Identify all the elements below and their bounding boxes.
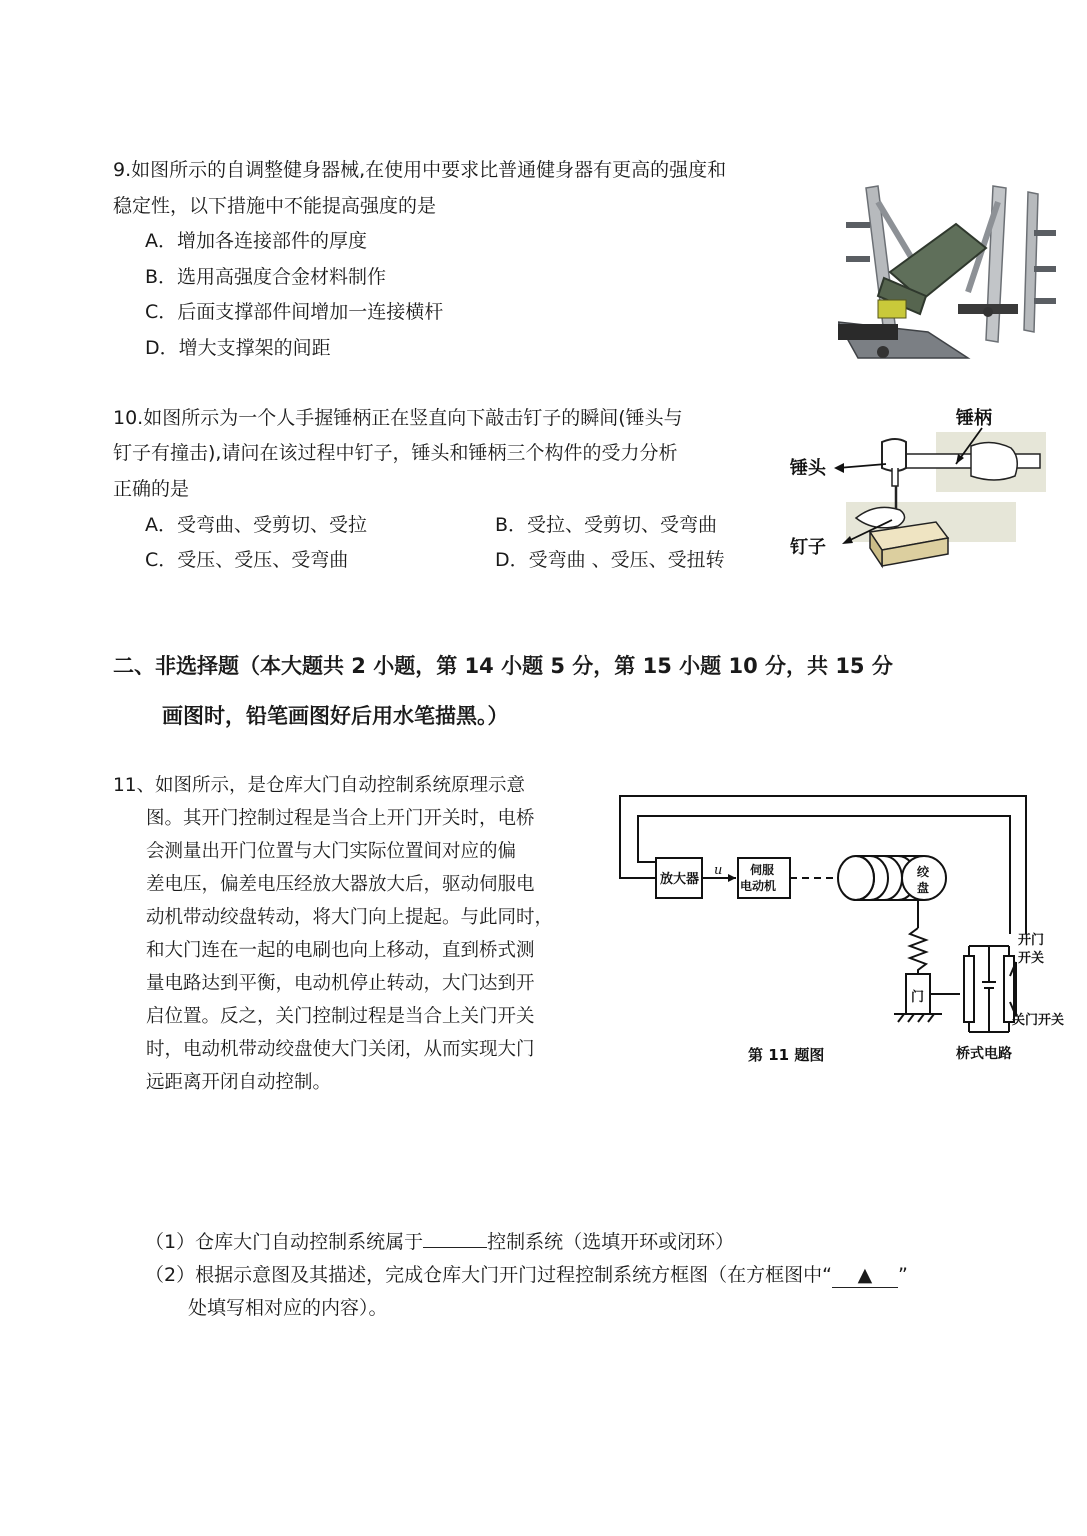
u-label: u	[714, 863, 723, 878]
open-switch-label-2: 开关	[1018, 951, 1045, 966]
warehouse-door-diagram	[612, 786, 1082, 1070]
q11-line-4: 差电压，偏差电压经放大器放大后，驱动伺服电	[146, 874, 535, 895]
section2-heading-line1: 二、非选择题（本大题共 2 小题，第 14 小题 5 分，第 15 小题 10 分，共 15 分	[113, 654, 893, 678]
winch-label-2: 盘	[917, 881, 930, 895]
q10-option-d: D．受弯曲 、受压、受扭转	[495, 549, 725, 571]
bridge-label: 桥式电路	[956, 1046, 1012, 1062]
q11-line-9: 时，电动机带动绞盘使大门关闭，从而实现大门	[146, 1039, 535, 1060]
servo-label-1: 伺服	[750, 863, 775, 877]
q10-stem-line2: 钉子有撞击),请问在该过程中钉子，锤头和锤柄三个构件的受力分析	[113, 442, 678, 464]
open-switch-label-1: 开门	[1018, 933, 1045, 948]
q11-sub2-suffix: ”	[897, 1264, 908, 1286]
hammer-nail-figure	[786, 402, 1048, 572]
q11-line-8: 启位置。反之，关门控制过程是当合上关门开关	[146, 1006, 535, 1027]
q10-stem-line1: 10.如图所示为一个人手握锤柄正在竖直向下敲击钉子的瞬间(锤头与	[113, 407, 683, 429]
gym-bench-image	[838, 182, 1056, 364]
q10-option-c: C．受压、受压、受弯曲	[145, 549, 349, 571]
winch-label-1: 绞	[917, 865, 930, 879]
q11-line-3: 会测量出开门位置与大门实际位置间对应的偏	[146, 841, 517, 862]
q11-sub2	[145, 1263, 908, 1288]
section2-heading-line2: 画图时，铅笔画图好后用水笔描黑。）	[162, 704, 509, 728]
q10-option-b: B．受拉、受剪切、受弯曲	[495, 514, 718, 536]
q9-stem-line2: 稳定性，以下措施中不能提高强度的是	[113, 195, 437, 217]
amplifier-label: 放大器	[660, 872, 700, 887]
q10-option-a: A．受弯曲、受剪切、受拉	[145, 514, 367, 536]
q9-option-a: A．增加各连接部件的厚度	[145, 230, 367, 252]
servo-label-2: 电动机	[740, 879, 777, 893]
q9-option-d: D．增大支撑架的间距	[145, 337, 331, 359]
q11-sub1-suffix: 控制系统（选填开环或闭环）	[487, 1231, 735, 1253]
q10-stem-line3: 正确的是	[113, 478, 190, 500]
q9-stem-line1: 9.如图所示的自调整健身器械,在使用中要求比普通健身器有更高的强度和	[113, 159, 727, 181]
q11-line-1: 11、如图所示，是仓库大门自动控制系统原理示意	[113, 775, 526, 796]
head-label: 锤头	[790, 458, 826, 479]
q11-line-7: 量电路达到平衡，电动机停止转动，大门达到开	[146, 973, 535, 994]
triangle-marker: ▲	[832, 1263, 898, 1288]
handle-label: 锤柄	[956, 408, 992, 429]
q11-line-5: 动机带动绞盘转动，将大门向上提起。与此同时，	[146, 907, 554, 928]
q11-sub2-line2: 处填写相对应的内容）。	[188, 1297, 388, 1319]
q11-line-2: 图。其开门控制过程是当合上开门开关时，电桥	[146, 808, 535, 829]
q11-sub1-prefix: （1）仓库大门自动控制系统属于	[145, 1231, 424, 1253]
q9-option-b: B．选用高强度合金材料制作	[145, 266, 387, 288]
answer-blank[interactable]	[423, 1229, 487, 1248]
q11-sub2-prefix: （2）根据示意图及其描述，完成仓库大门开门过程控制系统方框图（在方框图中“	[145, 1264, 832, 1286]
nail-label: 钉子	[790, 537, 826, 558]
door-label: 门	[911, 990, 925, 1005]
q11-sub1	[145, 1229, 734, 1254]
q9-option-c: C．后面支撑部件间增加一连接横杆	[145, 301, 444, 323]
close-switch-label: 关门开关	[1012, 1013, 1065, 1028]
q11-line-10: 远距离开闭自动控制。	[146, 1072, 332, 1093]
figure-caption: 第 11 题图	[748, 1046, 825, 1064]
q11-line-6: 和大门连在一起的电刷也向上移动，直到桥式测	[146, 940, 535, 961]
